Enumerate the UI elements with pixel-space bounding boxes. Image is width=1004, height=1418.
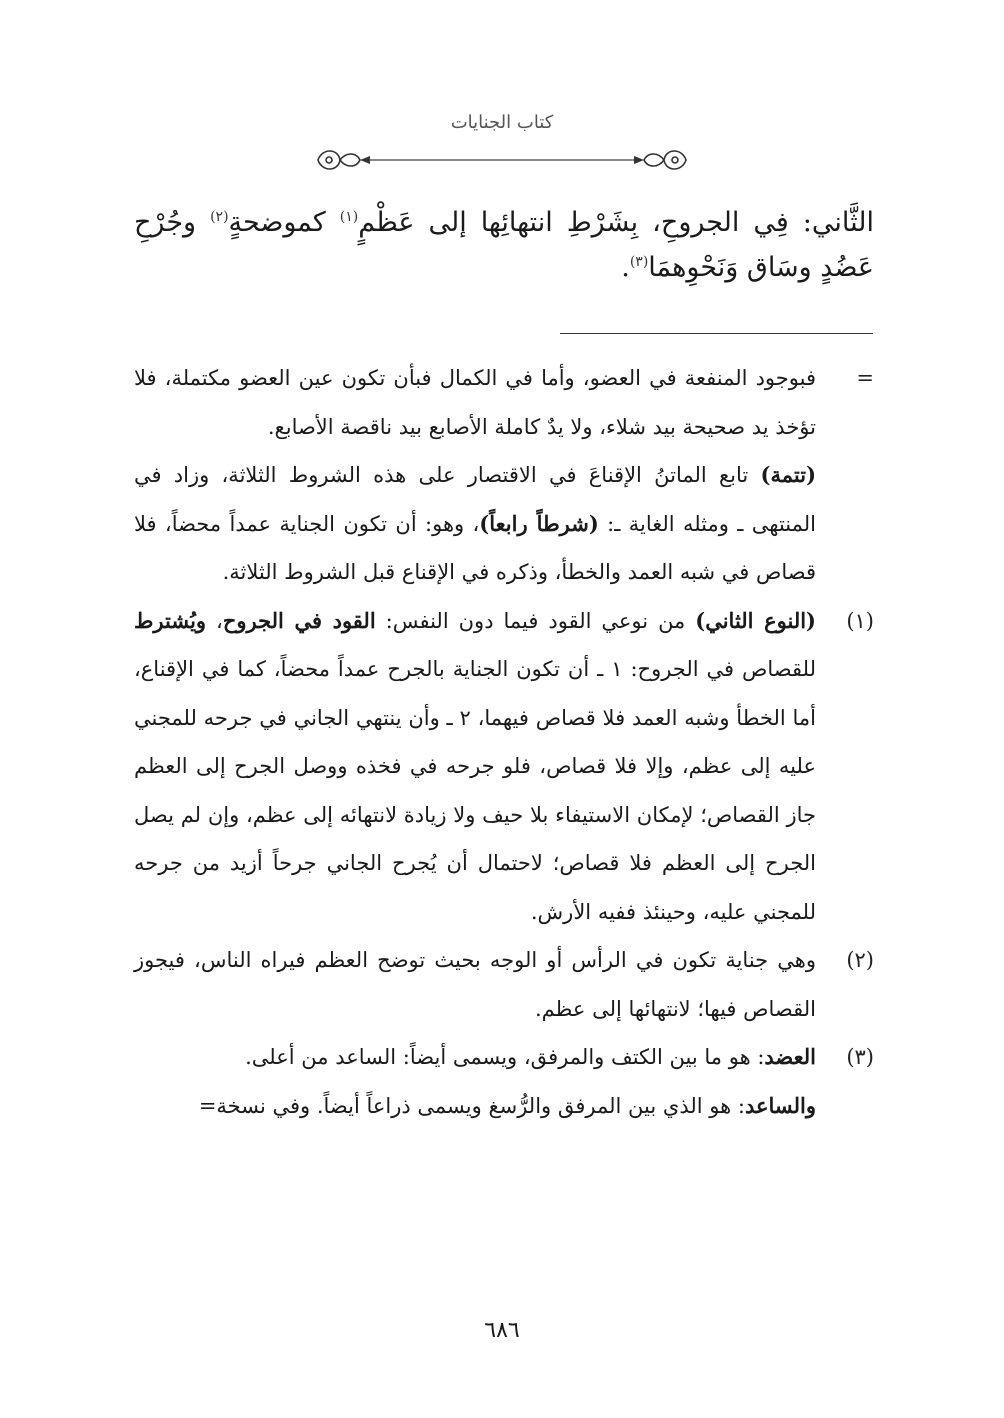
main-paragraph (134, 200, 874, 290)
footnote-text: وهي جناية تكون في الرأس أو الوجه بحيث توضح العظم فيراه الناس، فيجوز القصاص فيها؛ لانتهائها إلى عظم. (134, 948, 816, 1021)
running-title: كتاب الجنايات (450, 112, 554, 133)
footnote-number: (٢) (846, 948, 874, 972)
bold-term: العضد (764, 1044, 816, 1069)
footnote-text (134, 597, 816, 937)
main-text (134, 200, 874, 290)
footnote-separator (560, 333, 873, 334)
main-text-part: الثَّاني: فِي الجروحِ، بِشَرْطِ انتهائِها إلى عَظْمٍ (358, 207, 875, 238)
bold-term: ويُشترط (134, 607, 207, 633)
main-text-part: . (621, 252, 630, 283)
footnote-text-part: من نوعي القود فيما دون النفس: (375, 608, 696, 633)
footnote-number: (١) (846, 608, 874, 633)
continuation-mark: = (856, 366, 874, 390)
bold-term: القود في الجروح (222, 607, 376, 633)
footnote-text: فبوجود المنفعة في العضو، وأما في الكمال فبأن تكون عين العضو مكتملة، فلا تؤخذ يد صحيحة بيد شلاء، ولا يدٌ كاملة الأصابع بيد ناقصة الأصابع. (134, 366, 816, 439)
footnote-continuation (134, 354, 874, 597)
footnote-ref: (١) (339, 209, 359, 225)
footnote-1 (134, 597, 874, 937)
footnote-text (134, 1082, 816, 1131)
footnote-text-part: : هو ما بين الكتف والمرفق، ويسمى أيضاً: الساعد من أعلى. (245, 1045, 765, 1069)
footnotes (134, 354, 874, 1130)
header-ornament-icon (300, 142, 704, 178)
main-text-part: كموضحةٍ (228, 207, 340, 238)
footnote-ref: (٢) (210, 209, 229, 225)
footnote-text-part: : هو الذي بين المرفق والرُّسغ ويسمى ذراعاً أيضاً. وفي نسخة= (198, 1093, 745, 1118)
footnote-number: (٣) (846, 1045, 874, 1069)
footnote-text-part: للقصاص في الجروح: ١ ـ أن تكون الجناية بالجرح عمداً محضاً، كما في الإقناع، أما الخطأ وشبه العمد فلا قصاص فيهما، ٢ ـ وأن ينتهي الجاني في جرحه للمجني عليه إلى عظم، وإلا فلا قصاص، فلو جرحه في فخذه ووصل الجرح إلى العظم جاز القصاص؛ لإمكان الاستيفاء بلا حيف ولا زيادة لانتهائه إلى عظم، وإن لم يصل الجرح إلى العظم فلا قصاص؛ لاحتمال أن يُجرح الجاني جرحاً أزيد من جرحه للمجني عليه، وحينئذ ففيه الأرش. (134, 657, 816, 924)
bold-term: (النوع الثاني) (695, 607, 816, 633)
footnote-text-part: ، (206, 608, 223, 633)
page-number: ٦٨٦ (484, 1318, 520, 1343)
bold-term: والساعد (744, 1092, 816, 1118)
footnote-text (134, 1033, 816, 1082)
footnote-text (134, 451, 816, 597)
bold-term: (تتمة) (760, 462, 816, 487)
footnote-2 (134, 936, 874, 1033)
footnote-3 (134, 1033, 874, 1130)
footnote-text-part: ، وهو: أن تكون الجناية عمداً محضاً، فلا قصاص في شبه العمد والخطأ، وذكره في الإقناع قبل الشروط الثلاثة. (134, 511, 816, 584)
footnote-ref: (٣) (629, 254, 649, 270)
bold-term: (شرطاً رابعاً) (479, 510, 599, 536)
footnote-text-part: تابع الماتنُ الإقناعَ في الاقتصار على هذه الشروط الثلاثة، وزاد في المنتهى ـ ومثله الغاية ـ: (134, 463, 817, 536)
page-header (300, 112, 704, 172)
main-text-part: وجُرْحِ عَضُدٍ وسَاق وَنَحْوِهمَا (134, 207, 874, 283)
